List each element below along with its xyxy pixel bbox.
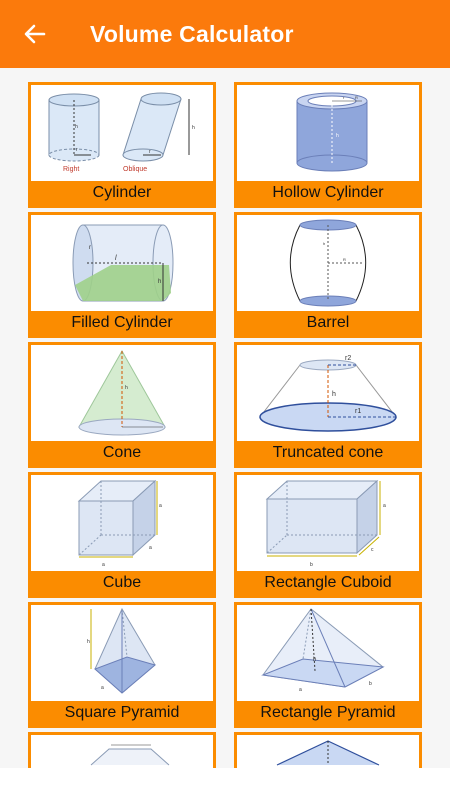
svg-text:a: a (101, 685, 104, 691)
rectangle-pyramid-illustration (237, 605, 419, 701)
shape-card-hollow-cylinder[interactable] (234, 82, 422, 208)
shape-card-rectangle-pyramid[interactable] (234, 602, 422, 728)
svg-text:r: r (149, 149, 151, 155)
svg-text:r2: r2 (345, 355, 352, 362)
shape-card-cylinder[interactable] (28, 82, 216, 208)
svg-text:h: h (336, 133, 339, 139)
svg-text:R: R (355, 95, 358, 100)
bottom-edge (0, 768, 450, 800)
shape-label: Rectangle Pyramid (237, 701, 419, 725)
svg-text:a: a (102, 562, 105, 568)
arrow-left-icon (22, 21, 48, 47)
shape-label: Filled Cylinder (31, 311, 213, 335)
shape-card-barrel[interactable] (234, 212, 422, 338)
page-title: Volume Calculator (90, 20, 294, 47)
svg-text:h: h (75, 124, 78, 130)
svg-text:r1: r1 (355, 408, 362, 415)
filled-cylinder-illustration (31, 215, 213, 311)
svg-text:R: R (343, 257, 346, 262)
shape-label: Rectangle Cuboid (237, 571, 419, 595)
svg-text:a: a (149, 545, 152, 551)
svg-text:h: h (125, 385, 128, 391)
shape-card-partial-left[interactable] (28, 732, 216, 768)
cylinder-right-label: Right (63, 166, 80, 173)
shape-label: Cone (31, 441, 213, 465)
svg-text:b: b (369, 681, 372, 687)
shape-card-filled-cylinder[interactable] (28, 212, 216, 338)
hollow-cylinder-illustration (237, 85, 419, 181)
shape-card-square-pyramid[interactable] (28, 602, 216, 728)
square-pyramid-illustration (31, 605, 213, 701)
svg-text:c: c (371, 547, 374, 553)
svg-text:h: h (87, 639, 90, 645)
svg-text:r: r (76, 147, 78, 153)
svg-text:h: h (192, 125, 195, 131)
shape-label: Hollow Cylinder (237, 181, 419, 205)
cylinder-illustration (31, 85, 213, 181)
back-button[interactable] (0, 0, 70, 68)
svg-text:r: r (89, 245, 91, 251)
cylinder-oblique-label: Oblique (123, 166, 148, 173)
shape-label: Barrel (237, 311, 419, 335)
svg-text:h: h (313, 657, 317, 663)
shape-label: Square Pyramid (31, 701, 213, 725)
shape-card-cone[interactable] (28, 342, 216, 468)
svg-text:h: h (332, 391, 336, 398)
cone-illustration (31, 345, 213, 441)
svg-text:l: l (115, 255, 117, 262)
svg-text:b: b (310, 562, 313, 568)
shape-label: Cylinder (31, 181, 213, 205)
shape-label: Cube (31, 571, 213, 595)
shape-grid (0, 68, 450, 768)
shape-card-cube[interactable] (28, 472, 216, 598)
barrel-illustration (237, 215, 419, 311)
svg-text:a: a (159, 503, 162, 509)
svg-text:a: a (383, 503, 386, 509)
shape-card-rectangle-cuboid[interactable] (234, 472, 422, 598)
shape-label: Truncated cone (237, 441, 419, 465)
prism-illustration (237, 735, 419, 768)
svg-text:r: r (343, 95, 345, 100)
frustum-illustration (31, 735, 213, 768)
svg-text:h: h (158, 279, 162, 285)
shape-card-partial-right[interactable] (234, 732, 422, 768)
svg-text:a: a (299, 687, 302, 693)
rectangle-cuboid-illustration (237, 475, 419, 571)
truncated-cone-illustration (237, 345, 419, 441)
svg-text:h: h (323, 241, 326, 246)
app-bar (0, 0, 450, 68)
cube-illustration (31, 475, 213, 571)
shape-card-truncated-cone[interactable] (234, 342, 422, 468)
